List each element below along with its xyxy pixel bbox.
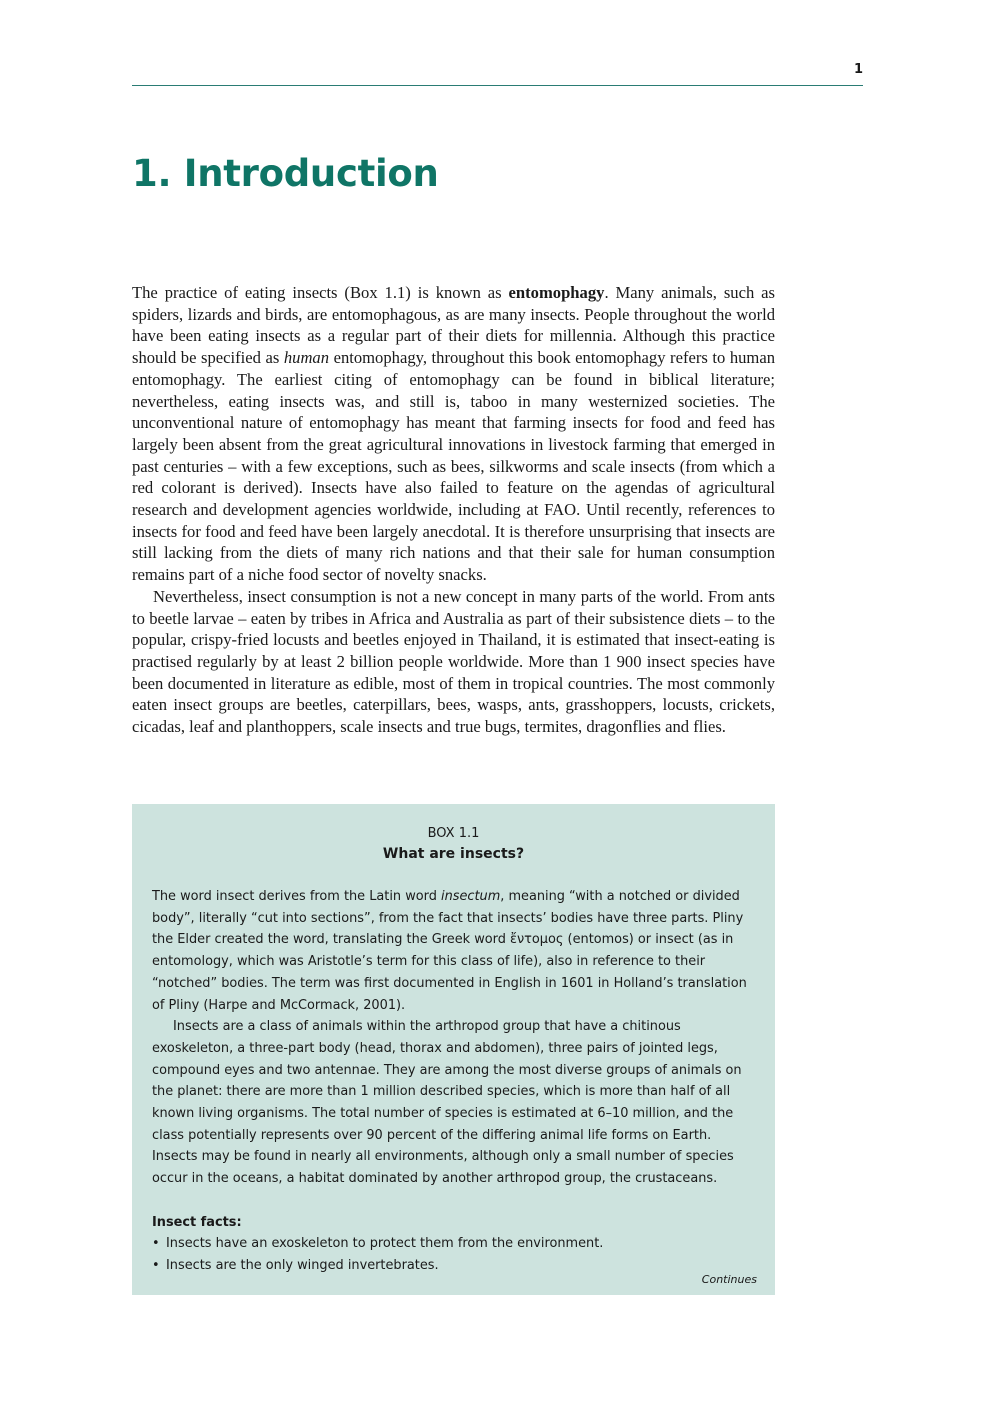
facts-list xyxy=(152,1233,755,1276)
emphasis-insectum: insectum xyxy=(440,889,501,904)
box-paragraph-2: Insects are a class of animals within the arthropod group that have a chitinous exoskeleton, a three-part body (head, thorax and abdomen), three pairs of jointed legs, compound eyes and two antennae. They are among the most diverse groups of animals on the planet: there are more than 1 million described species, which is more than half of all known living organisms. The total number of species is estimated at 6–10 million, and the class potentially represents over 90 percent of the differing animal life forms on Earth. Insects may be found in nearly all environments, although only a small number of species occur in the oceans, a habitat dominated by another arthropod group, the crustaceans. xyxy=(152,1019,742,1187)
header-rule xyxy=(132,85,863,86)
emphasis-human: human xyxy=(283,348,330,368)
continues-note: Continues xyxy=(701,1273,757,1286)
body-paragraph-2: Nevertheless, insect consumption is not a new concept in many parts of the world. From ants to beetle larvae – eaten by tribes in Africa and Australia as part of their subsistence diets – to the popular, crispy-fried locusts and beetles enjoyed in Thailand, it is estimated that insect-eating is practised regularly by at least 2 billion people worldwide. More than 1 900 insect species have been documented in literature as edible, most of them in tropical countries. The most commonly eaten insect groups are beetles, caterpillars, bees, wasps, ants, grasshoppers, locusts, crickets, cicadas, leaf and planthoppers, scale insects and true bugs, termites, dragonflies and flies. xyxy=(132,586,775,737)
box-text xyxy=(152,886,755,1190)
bullet-icon: • xyxy=(152,1236,160,1252)
list-item: • Insects are the only winged invertebrates. xyxy=(152,1255,755,1277)
box-title: What are insects? xyxy=(382,846,525,862)
body-text xyxy=(132,282,775,738)
list-item: • Insects have an exoskeleton to protect them from the environment. xyxy=(152,1233,755,1255)
term-entomophagy: entomophagy xyxy=(508,283,605,302)
chapter-title: 1. Introduction xyxy=(132,152,439,195)
facts-heading: Insect facts: xyxy=(152,1214,242,1230)
page-number: 1 xyxy=(853,62,863,77)
bullet-icon: • xyxy=(152,1257,160,1273)
box-paragraph-1: The word insect derives from the Latin word insectum, meaning “with a notched or divided body”, literally “cut into sections”, from the fact that insects’ bodies have three parts. Pliny the Elder created the word, translating the Greek word ἔντομος (entomos) or insect (as in entomology, which was Aristotle’s term for this class of life), also in reference to their “notched” bodies. The term was first documented in English in 1601 in Holland’s translation of Pliny (Harpe and McCormack, 2001). xyxy=(152,889,747,1013)
box-1-1 xyxy=(132,804,775,1295)
body-paragraph-1: The practice of eating insects (Box 1.1) is known as entomophagy. Many animals, such as spiders, lizards and birds, are entomophagous, as are many insects. People throughout the world have been eating insects as a regular part of their diets for millennia. Although this practice should be specified as human entomophagy, throughout this book entomophagy refers to human entomophagy. The earliest citing of entomophagy can be found in biblical literature; nevertheless, eating insects was, and still is, taboo in many westernized societies. The unconventional nature of entomophagy has meant that farming insects for food and feed has largely been absent from the great agricultural innovations in livestock farming that emerged in past centuries – with a few exceptions, such as bees, silkworms and scale insects (from which a red colorant is derived). Insects have also failed to feature on the agendas of agricultural research and development agencies worldwide, including at FAO. Until recently, references to insects for food and feed have been largely anecdotal. It is therefore unsurprising that insects are still lacking from the diets of many rich nations and that their sale for human consumption remains part of a niche food sector of novelty snacks. xyxy=(132,283,776,585)
box-label: BOX 1.1 xyxy=(427,826,480,841)
